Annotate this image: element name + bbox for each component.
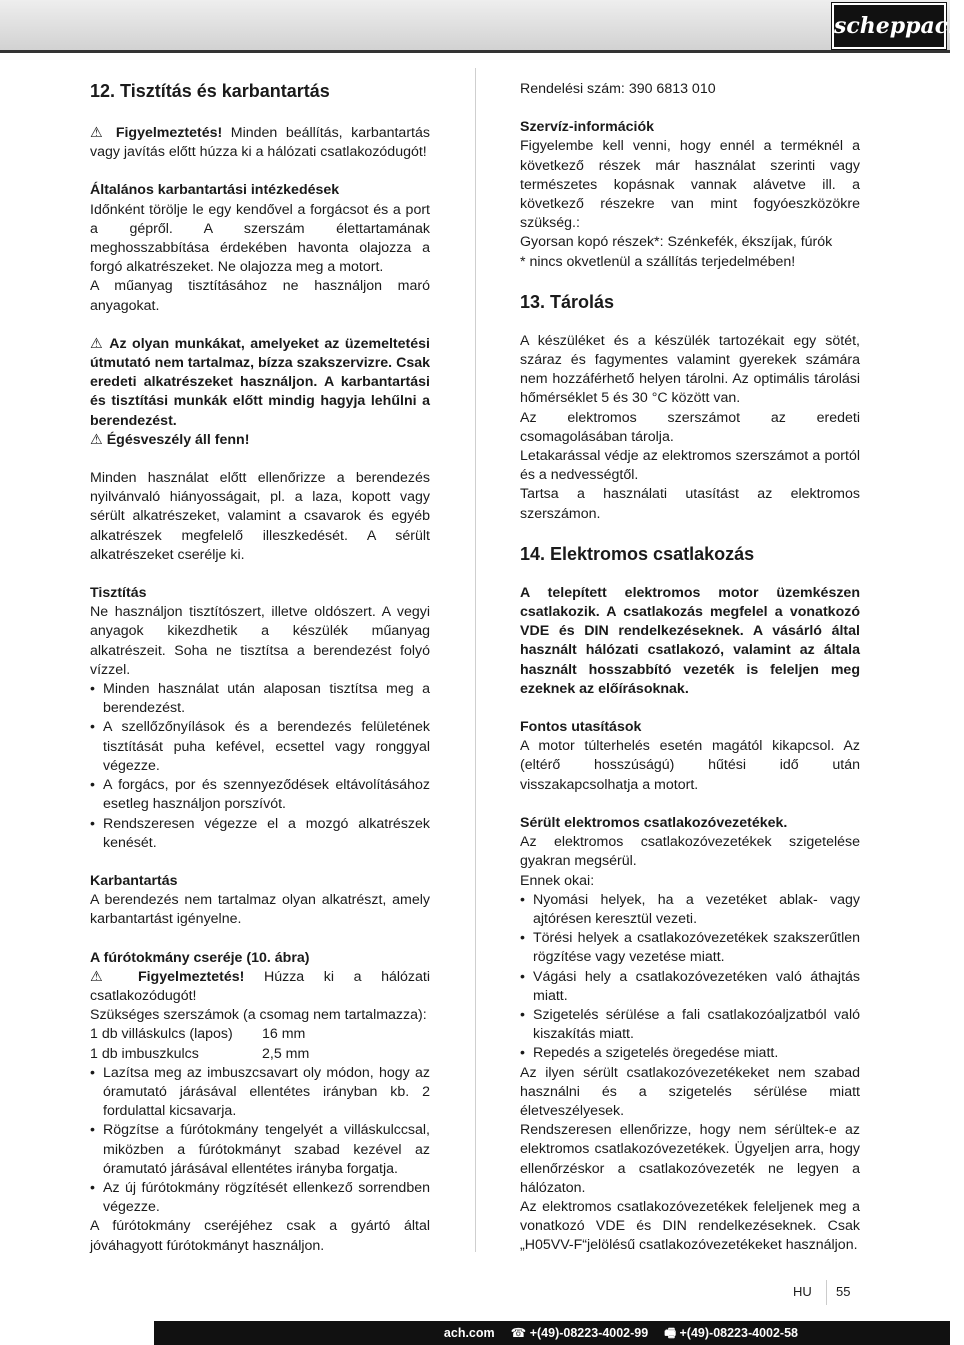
- section-12-heading: 12. Tisztítás és karbantartás: [90, 81, 330, 101]
- list-item: • Lazítsa meg az imbuszcsavart oly módon, hogy az óramutató járásával ellentétes irányban kb. 2 fordulattal kicsavarja.: [90, 1064, 430, 1122]
- website-text: ach.com: [443, 1326, 495, 1340]
- electrical-connection-text: A telepített elektromos motor üzemkészen csatlakozik. A csatlakozás megfelel a vonatkozó VDE és DIN rendelkezéseknek. A vásárló által használt hálózati csatlakozó, valamint az általa használt hosszabbító vezeték is feleljen meg ezeknek az előírásoknak.: [520, 584, 860, 697]
- burn-warning-text: Égésveszély áll fenn!: [106, 431, 250, 448]
- list-item: • Törési helyek a csatlakozóvezetékek szakszerűtlen rögzítése vagy vezetése miatt.: [520, 929, 860, 967]
- list-item: • A forgács, por és szennyeződések eltávolításához esetleg használjon porszívót.: [90, 776, 430, 814]
- warning-icon: ⚠: [90, 431, 103, 448]
- warning-label: Figyelmeztetés!: [115, 125, 223, 141]
- list-item: • Szigetelés sérülése a fali csatlakozóaljzatból való kiszakítás miatt.: [520, 1006, 860, 1044]
- chuck-note: A fúrótokmány cseréjéhez csak a gyártó által jóváhagyott fúrótokmányt használjon.: [90, 1218, 430, 1254]
- fax-contact: [664, 1321, 798, 1345]
- cleaning-text: Ne használjon tisztítószert, illetve oldószert. A vegyi anyagok kikezdhetik a készülék műanyag alkatrészeit. Soha ne tisztítsa a berendezést folyó vízzel.: [90, 604, 430, 678]
- warning-icon: ⚠: [90, 968, 119, 985]
- damaged-cable-title: Sérült elektromos csatlakozóvezetékek.: [520, 814, 788, 831]
- phone-icon: ☎: [510, 1326, 527, 1340]
- wear-parts-line: Gyorsan kopó részek*: Szénkefék, ékszíjak, fúrók: [520, 234, 833, 251]
- wear-parts-note: * nincs okvetlenül a szállítás terjedelmében!: [520, 253, 796, 270]
- tool-name: 1 db imbuszkulcs: [90, 1045, 199, 1062]
- list-item: • Nyomási helyek, ha a vezetéket ablak- vagy ajtórésen keresztül vezeti.: [520, 891, 860, 929]
- tool-name: 1 db villáskulcs (lapos): [90, 1026, 233, 1043]
- bottom-bar-band: [154, 1321, 248, 1345]
- language-code: HU: [793, 1284, 812, 1299]
- cable-causes-list: [520, 891, 860, 1064]
- tools-intro: Szükséges szerszámok (a csomag nem tartalmazza):: [90, 1007, 427, 1024]
- maintenance-title: Karbantartás: [90, 872, 178, 889]
- order-number: Rendelési szám: 390 6813 010: [520, 81, 716, 97]
- chuck-steps-list: [90, 1064, 430, 1218]
- warning-label: Figyelmeztetés!: [137, 968, 245, 985]
- damaged-cable-text: Az elektromos csatlakozóvezetékek feleljenek meg a vonatkozó VDE és DIN rendelkezéseknek. Csak „H05VV-F“jelölésű csatlakozóvezetékeket használjon.: [520, 1198, 860, 1254]
- damaged-cable-text: Rendszeresen ellenőrizze, hogy nem sérültek-e az elektromos csatlakozóvezetékek. Ügyeljen arra, hogy ellenőrzéskor a csatlakozóvezeték ne legyen a hálózaton.: [520, 1122, 860, 1196]
- warning-text: Húzza ki a hálózati csatlakozódugót!: [90, 968, 430, 1004]
- storage-text: Letakarással védje az elektromos szerszámot a portól és a nedvességtől.: [520, 448, 860, 484]
- tool-row: [90, 1025, 430, 1044]
- chuck-change-title: A fúrótokmány cseréje (10. ábra): [90, 949, 310, 966]
- list-item: • Rendszeresen végezze el a mozgó alkatrészek kenését.: [90, 815, 430, 853]
- service-info-title: Szervíz-információk: [520, 119, 655, 136]
- contact-info: [278, 1321, 950, 1345]
- tool-row: [90, 1045, 430, 1064]
- tool-size: 16 mm: [262, 1026, 306, 1043]
- section-14-heading: 14. Elektromos csatlakozás: [520, 543, 755, 564]
- storage-text: A készüléket és a készülék tartozékait egy sötét, száraz és fagymentes valamint gyerekek számára nem hozzáférhető helyen tárolni. Az optimális tárolási hőmérséklet 5 és 30 °C között van.: [520, 332, 860, 407]
- fax-number: +(49)-08223-4002-58: [679, 1326, 798, 1340]
- bottom-bar: [0, 1321, 950, 1345]
- warning-text: Minden beállítás, karbantartás vagy javítás előtt húzza ki a hálózati csatlakozódugót!: [90, 125, 430, 161]
- footer-divider: [826, 1280, 827, 1305]
- damaged-cable-text: Az elektromos csatlakozóvezetékek szigetelése gyakran megsérül.: [520, 834, 860, 870]
- tool-size: 2,5 mm: [262, 1045, 310, 1062]
- section-13-heading: 13. Tárolás: [520, 291, 615, 312]
- phone-contact: [511, 1321, 649, 1345]
- column-divider: [475, 68, 476, 1252]
- phone-number: +(49)-08223-4002-99: [529, 1326, 649, 1340]
- warning-paragraph: [90, 124, 430, 162]
- general-maintenance-title: Általános karbantartási intézkedések: [90, 182, 340, 199]
- header-bar: [0, 0, 964, 53]
- left-column: [90, 80, 430, 1256]
- important-notes-text: A motor túlterhelés esetén magától kikapcsol. Az (eltérő hosszúságú) hűtési idő után visszakapcsolhatja a motort.: [520, 738, 860, 793]
- warning-icon: ⚠: [90, 125, 108, 141]
- storage-text: Tartsa a használati utasítást az elektromos szerszámon.: [520, 486, 860, 522]
- list-item: • Minden használat után alaposan tisztítsa meg a berendezést.: [90, 680, 430, 718]
- chuck-warning: [90, 968, 430, 1006]
- bottom-bar-blank: [0, 1321, 154, 1345]
- list-item: • A szellőzőnyílások és a berendezés felületének tisztítását puha kefével, ecsettel vagy ronggyal végezze.: [90, 718, 430, 776]
- service-warning: [90, 335, 430, 431]
- right-column: [520, 80, 860, 1256]
- list-item: • Rögzítse a fúrótokmány tengelyét a villáskulccsal, miközben a fúrótokmányt szabad kezével az óramutató járásával ellentétes irányba forgatja.: [90, 1121, 430, 1179]
- plastic-cleaning-text: A műanyag tisztításához ne használjon maró anyagokat.: [90, 278, 430, 314]
- inspection-text: Minden használat előtt ellenőrizze a berendezés nyilvánvaló hiányosságait, pl. a laza, kopott vagy sérült alkatrészeket, valamint a csavarok és egyéb alkatrészek megfelelő illeszkedését. A sérült alkatrészeket cserélje ki.: [90, 470, 430, 563]
- list-item: • Vágási hely a csatlakozóvezetéken való áthajtás miatt.: [520, 968, 860, 1006]
- damaged-cable-causes: Ennek okai:: [520, 872, 595, 889]
- damaged-cable-text: Az ilyen sérült csatlakozóvezetékeket nem szabad használni és a szigetelés sérülése miatt életveszélyesek.: [520, 1064, 860, 1119]
- brand-logo: scheppach: [832, 3, 946, 49]
- cleaning-title: Tisztítás: [90, 585, 147, 602]
- page-number: 55: [836, 1284, 851, 1299]
- list-item: • Az új fúrótokmány rögzítését ellenkező sorrendben végezze.: [90, 1179, 430, 1217]
- burn-warning: [90, 431, 430, 450]
- maintenance-text: A berendezés nem tartalmaz olyan alkatrészt, amely karbantartást igényelne.: [90, 892, 430, 928]
- general-maintenance-text: Időnként törölje le egy kendővel a forgácsot és a port a gépről. A szerszám élettartamának meghosszabbítása érdekében havonta olajozza a forgó alkatrészeket. Ne olajozza meg a motort.: [90, 201, 430, 276]
- important-notes-title: Fontos utasítások: [520, 719, 642, 736]
- warning-icon: ⚠: [90, 335, 105, 352]
- storage-text: Az elektromos szerszámot az eredeti csomagolásában tárolja.: [520, 409, 860, 445]
- list-item: • Repedés a szigetelés öregedése miatt.: [520, 1044, 860, 1063]
- fax-icon: 🖷: [664, 1326, 677, 1340]
- service-info-text: Figyelembe kell venni, hogy ennél a terméknél a következő részek már használat szerinti vagy természetes kopásnak vannak alávetve ill. a következő részekre van mint fogyóeszközökre szükség.:: [520, 138, 860, 232]
- cleaning-list: [90, 680, 430, 853]
- service-warning-text: Az olyan munkákat, amelyeket az üzemeltetési útmutató nem tartalmaz, bízza szakszervizre. Csak eredeti alkatrészeket használjon. A karbantartási és tisztítási munkák előtt mindig hagyja lehűlni a berendezést.: [90, 335, 430, 429]
